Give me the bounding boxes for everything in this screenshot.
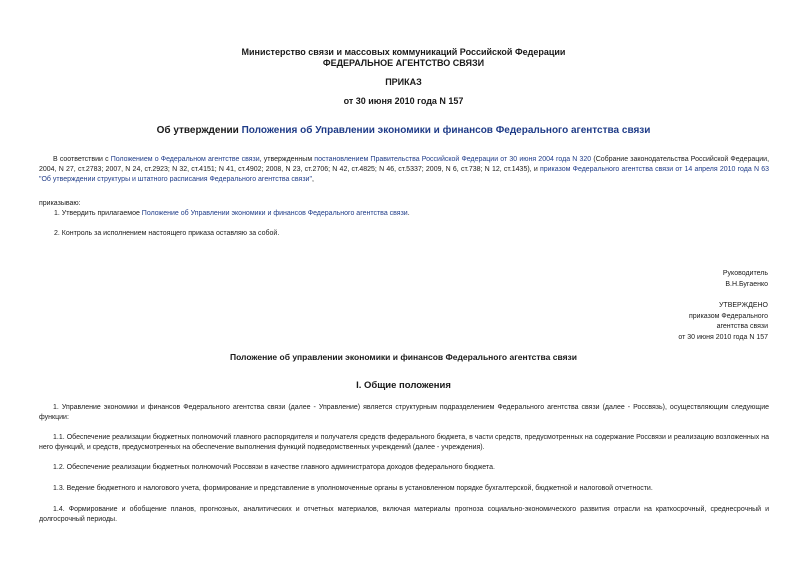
- document-title: [0, 125, 807, 136]
- paragraph-1-2: 1.2. Обеспечение реализации бюджетных полномочий Россвязи в качестве главного администратора доходов федерального бюджета.: [53, 464, 495, 471]
- title-prefix: Об утверждении: [156, 125, 242, 136]
- regulation-title: Положение об управлении экономики и финансов Федерального агентства связи: [229, 352, 578, 362]
- signature-block: [723, 269, 768, 290]
- order-item-1: [54, 209, 769, 219]
- document-type: ПРИКАЗ: [385, 77, 422, 87]
- order-item-1-text: 1. Утвердить прилагаемое: [54, 210, 142, 217]
- approval-line-4: от 30 июня 2010 года N 157: [678, 333, 768, 341]
- section-title: I. Общие положения: [356, 380, 451, 391]
- approval-stamp: [678, 301, 768, 343]
- paragraph-1: 1. Управление экономики и финансов Федерального агентства связи (далее - Управление) является структурным подразделением Федерального агентства связи (далее - Россвязь), осуществляющим следующие функции:: [39, 404, 769, 421]
- approval-line-3: агентства связи: [716, 323, 768, 330]
- order-word: приказываю:: [39, 200, 81, 207]
- regulation-link[interactable]: Положение об Управлении экономики и финансов Федерального агентства связи: [141, 210, 408, 217]
- approval-line-1: УТВЕРЖДЕНО: [718, 302, 768, 309]
- signature-name: В.Н.Бугаенко: [725, 280, 768, 288]
- order-item-2: 2. Контроль за исполнением настоящего приказа оставляю за собой.: [54, 230, 280, 237]
- preamble-text-2: , утвержденным: [259, 156, 315, 163]
- preamble-text-4: ,: [311, 176, 314, 183]
- approval-line-2: приказом Федерального: [688, 312, 768, 320]
- order-item-1-end: .: [407, 210, 410, 217]
- title-regulation-link[interactable]: Положения об Управлении экономики и финансов Федерального агентства связи: [241, 125, 651, 136]
- signature-role: Руководитель: [722, 270, 768, 277]
- preamble-text-1: В соответствии с: [53, 156, 111, 163]
- agency-regulation-link[interactable]: Положением о Федеральном агентстве связи: [110, 156, 260, 163]
- preamble-text-3: (Собрание законодательства Российской Федерации, 2004, N 27, ст.2783; 2007, N 24, ст.2923; N 32, ст.4151; N 41, ст.4902; 2008, N 23, ст.2706; N 42, ст.4825; N 46, ст.5337; 2009, N 6, ст.738; N 12, ст.1435), и: [39, 156, 770, 173]
- government-resolution-link[interactable]: постановлением Правительства Российской Федерации от 30 июня 2004 года N 320: [314, 156, 592, 163]
- paragraph-1-3: 1.3. Ведение бюджетного и налогового учета, формирование и представление в уполномоченные органы в установленном порядке бухгалтерской, бюджетной и налоговой отчетности.: [53, 485, 653, 492]
- ministry-name: Министерство связи и массовых коммуникаций Российской Федерации: [241, 47, 566, 57]
- agency-order-link[interactable]: приказом Федерального агентства связи от 14 апреля 2010 года N 63 "Об утверждении структуры и штатного расписания Федерального агентства связи": [39, 166, 769, 183]
- preamble-paragraph: [39, 155, 769, 185]
- paragraph-1-4: 1.4. Формирование и обобщение планов, прогнозных, аналитических и отчетных материалов, включая материалы прогноза социально-экономического развития отрасли на краткосрочный, среднесрочный и долгосрочный периоды.: [39, 506, 769, 523]
- document-date: от 30 июня 2010 года N 157: [343, 96, 464, 106]
- paragraph-1-1: 1.1. Обеспечение реализации бюджетных полномочий главного распорядителя и получателя средств федерального бюджета, в части средств, предусмотренных на содержание Россвязи и реализацию возложенных на него функций, и средств, предусмотренных на обеспечение выполнения функций подведомственных учреждений (далее - учреждения).: [39, 434, 769, 451]
- agency-name: ФЕДЕРАЛЬНОЕ АГЕНТСТВО СВЯЗИ: [322, 58, 485, 68]
